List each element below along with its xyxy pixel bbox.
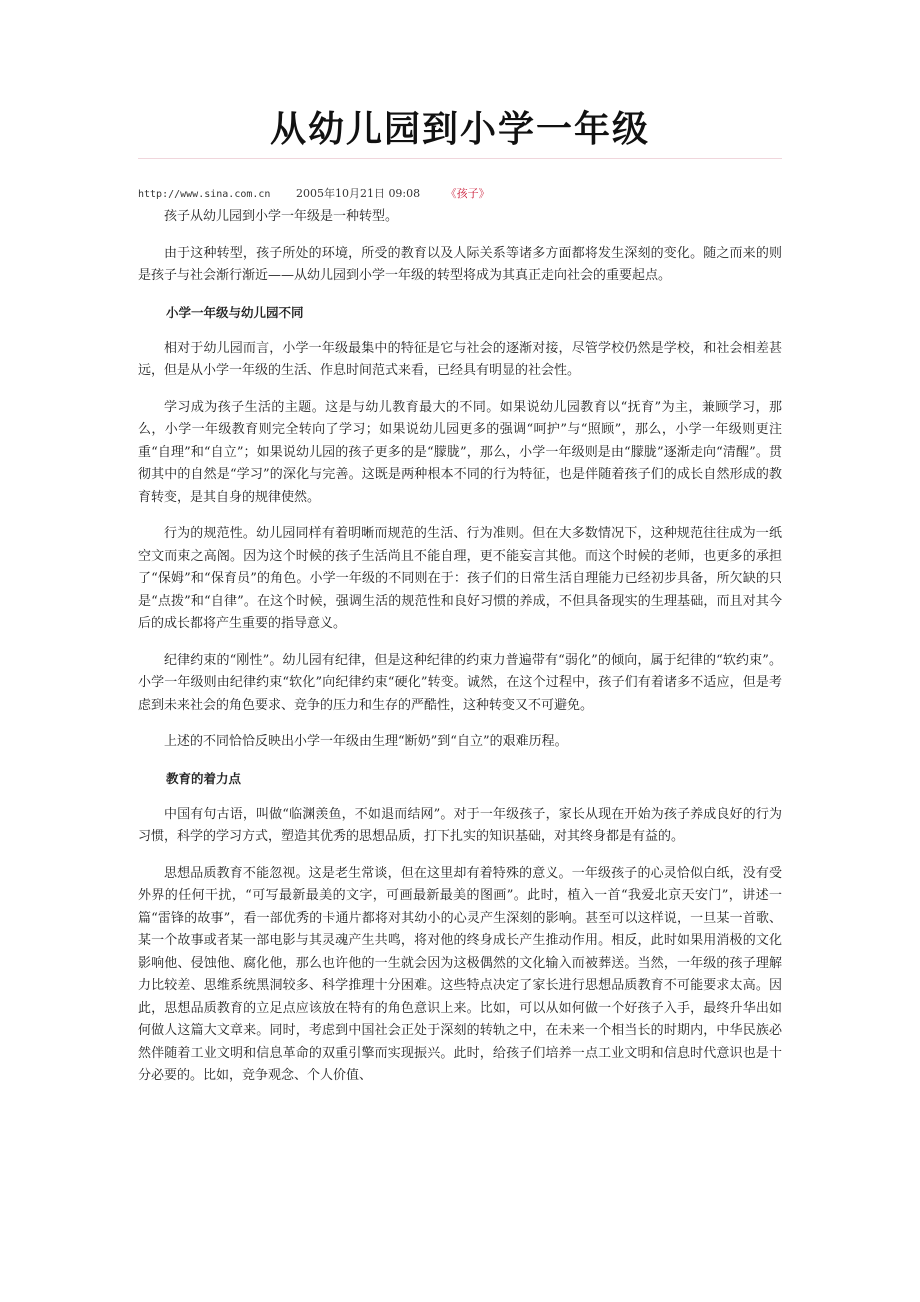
paragraph: 中国有句古语，叫做“临渊羡鱼，不如退而结网”。对于一年级孩子，家长从现在开始为孩子养成良好的行为习惯，科学的学习方式，塑造其优秀的思想品质，打下扎实的知识基础，对其终身都是有益的。: [138, 806, 782, 844]
source-publication[interactable]: 《孩子》: [445, 187, 490, 200]
title-divider: [138, 158, 782, 159]
article-body: [138, 206, 782, 1102]
article-meta: [138, 186, 490, 203]
publish-date: 2005年10月21日 09:08: [295, 187, 421, 200]
paragraph: 思想品质教育不能忽视。这是老生常谈，但在这里却有着特殊的意义。一年级孩子的心灵恰似白纸，没有受外界的任何干扰，“可写最新最美的文字，可画最新最美的图画”。此时，植入一首“我爱北京天安门”，讲述一篇“雷锋的故事”，看一部优秀的卡通片都将对其幼小的心灵产生深刻的影响。甚至可以这样说，一旦某一首歌、某一个故事或者某一部电影与其灵魂产生共鸣，将对他的终身成长产生推动作用。相反，此时如果用消极的文化影响他、侵蚀他、腐化他，那么也许他的一生就会因为这极偶然的文化输入而被葬送。当然，一年级的孩子理解力比较差、思维系统黑洞较多、科学推理十分困难。这些特点决定了家长进行思想品质教育不可能要求太高。因此，思想品质教育的立足点应该放在特有的角色意识上来。比如，可以从如何做一个好孩子入手，最终升华出如何做人这篇大文章来。同时，考虑到中国社会正处于深刻的转轨之中，在未来一个相当长的时期内，中华民族必然伴随着工业文明和信息革命的双重引擎而实现振兴。此时，给孩子们培养一点工业文明和信息时代意识也是十分必要的。比如，竞争观念、个人价值、: [138, 865, 782, 1083]
paragraph: 纪律约束的“刚性”。幼儿园有纪律，但是这种纪律的约束力普遍带有“弱化”的倾向，属于纪律的“软约束”。小学一年级则由纪律约束“软化”向纪律约束“硬化”转变。诚然，在这个过程中，孩子们有着诸多不适应，但是考虑到未来社会的角色要求、竞争的压力和生存的严酷性，这种转变又不可避免。: [138, 652, 782, 713]
paragraph: 上述的不同恰恰反映出小学一年级由生理“断奶”到“自立”的艰难历程。: [164, 734, 568, 749]
paragraph: 孩子从幼儿园到小学一年级是一种转型。: [164, 209, 399, 224]
paragraph: 相对于幼儿园而言，小学一年级最集中的特征是它与社会的逐渐对接，尽管学校仍然是学校，和社会相差甚远，但是从小学一年级的生活、作息时间范式来看，已经具有明显的社会性。: [138, 340, 782, 378]
section-heading: 教育的着力点: [166, 770, 242, 786]
paragraph: 行为的规范性。幼儿园同样有着明晰而规范的生活、行为准则。但在大多数情况下，这种规范往往成为一纸空文而束之高阁。因为这个时候的孩子生活尚且不能自理，更不能妄言其他。而这个时候的老师，也更多的承担了“保姆”和“保育员”的角色。小学一年级的不同则在于：孩子们的日常生活自理能力已经初步具备，所欠缺的只是“点拨”和“自律”。在这个时候，强调生活的规范性和良好习惯的养成，不但具备现实的生理基础，而且对其今后的成长都将产生重要的指导意义。: [138, 526, 782, 631]
source-url[interactable]: http://www.sina.com.cn: [138, 189, 271, 200]
section-heading: 小学一年级与幼儿园不同: [166, 304, 304, 320]
article-title: 从幼儿园到小学一年级: [269, 108, 650, 150]
paragraph: 由于这种转型，孩子所处的环境，所受的教育以及人际关系等诸多方面都将发生深刻的变化。随之而来的则是孩子与社会渐行渐近——从幼儿园到小学一年级的转型将成为其真正走向社会的重要起点。: [138, 245, 782, 283]
paragraph: 学习成为孩子生活的主题。这是与幼儿教育最大的不同。如果说幼儿园教育以“抚育”为主，兼顾学习，那么，小学一年级教育则完全转向了学习；如果说幼儿园更多的强调“呵护”与“照顾”，那么，小学一年级则更注重“自理”和“自立”；如果说幼儿园的孩子更多的是“朦胧”，那么，小学一年级则是由“朦胧”逐渐走向“清醒”。贯彻其中的自然是“学习”的深化与完善。这既是两种根本不同的行为特征，也是伴随着孩子们的成长自然形成的教育转变，是其自身的规律使然。: [138, 399, 782, 505]
